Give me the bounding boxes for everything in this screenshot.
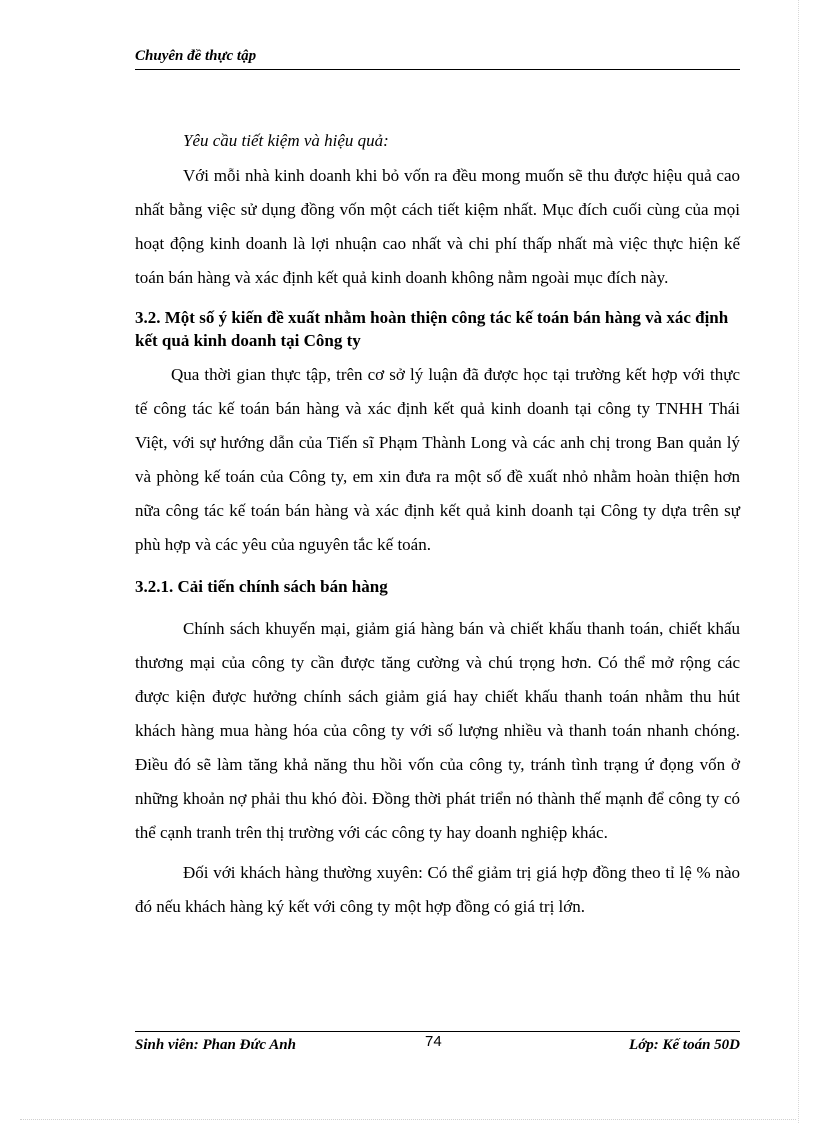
paragraph-3: Chính sách khuyến mại, giảm giá hàng bán và chiết khấu thanh toán, chiết khấu thương mại của công ty cần được tăng cường và chú trọng hơn. Có thể mở rộng các được kiện được hưởng chính sách giảm giá hay chiết khấu thanh toán nhằm thu hút khách hàng mua hàng hóa của công ty với số lượng nhiều và thanh toán nhanh chóng. Điều đó sẽ làm tăng khả năng thu hồi vốn của công ty, tránh tình trạng ứ đọng vốn ở những khoản nợ phải thu khó đòi. Đồng thời phát triển nó thành thế mạnh để công ty có thể cạnh tranh trên thị trường với các công ty hay doanh nghiệp khác. [135,619,740,842]
paragraph-2: Qua thời gian thực tập, trên cơ sở lý luận đã được học tại trường kết hợp với thực tế công tác kế toán bán hàng và xác định kết quả kinh doanh tại công ty TNHH Thái Việt, với sự hướng dẫn của Tiến sĩ Phạm Thành Long và các anh chị trong Ban quản lý và phòng kế toán của Công ty, em xin đưa ra một số đề xuất nhỏ nhằm hoàn thiện hơn nữa công tác kế toán bán hàng và xác định kết quả kinh doanh tại Công ty dựa trên sự phù hợp và các yêu của nguyên tắc kế toán. [135,365,740,554]
paragraph-1: Với mỗi nhà kinh doanh khi bỏ vốn ra đều mong muốn sẽ thu được hiệu quả cao nhất bằng việc sử dụng đồng vốn một cách tiết kiệm nhất. Mục đích cuối cùng của mọi hoạt động kinh doanh là lợi nhuận cao nhất và chi phí thấp nhất mà việc thực hiện kế toán bán hàng và xác định kết quả kinh doanh không nằm ngoài mục đích này. [135,166,740,287]
section-heading-3-2: 3.2. Một số ý kiến đề xuất nhằm hoàn thiện công tác kế toán bán hàng và xác định kết quả kinh doanh tại Công ty [135,308,729,350]
header-rule [135,69,740,70]
page-edge-bottom [20,1119,796,1120]
page-body [135,124,740,924]
footer-student: Sinh viên: Phan Đức Anh [135,1037,296,1053]
section-heading-3-2-1: 3.2.1. Cải tiến chính sách bán hàng [135,577,388,596]
paragraph-4: Đối với khách hàng thường xuyên: Có thể giảm trị giá hợp đồng theo tỉ lệ % nào đó nếu khách hàng ký kết với công ty một hợp đồng có giá trị lớn. [135,863,740,916]
page-edge-right [798,0,799,1123]
footer-class: Lớp: Kế toán 50D [629,1037,740,1053]
footer-rule [135,1031,740,1032]
running-header: Chuyên đề thực tập [135,48,257,64]
subheading-savings: Yêu cầu tiết kiệm và hiệu quả: [183,131,389,150]
page-number: 74 [425,1033,442,1050]
